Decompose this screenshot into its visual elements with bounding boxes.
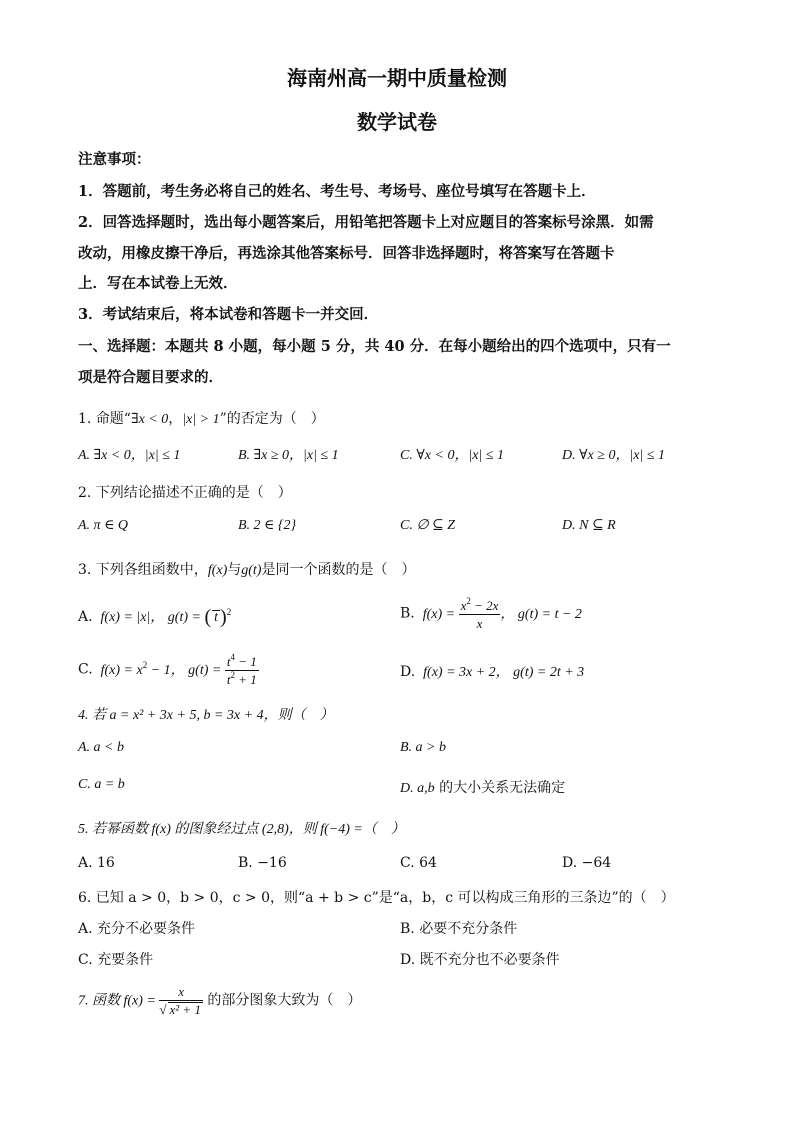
question-4-option-d-text: 的大小关系无法确定 — [434, 780, 566, 796]
question-1-option-a: A. ∃x < 0，|x| ≤ 1 — [78, 448, 181, 463]
question-1-stem: 1. 命题“∃x < 0，|x| > 1”的否定为（ ） — [78, 411, 325, 427]
option-label: A. — [78, 609, 93, 625]
question-6-stem: 6. 已知 a > 0，b > 0，c > 0，则“a + b > c”是“a，b，c 可以构成三角形的三条边”的（ ） — [78, 890, 675, 906]
question-2-option-a: A. π ∈ Q — [78, 518, 129, 533]
question-4-stem: 4. 若 a = x² + 3x + 5, b = 3x + 4，则（ ） — [78, 708, 334, 723]
question-2-option-b: B. 2 ∈ {2} — [238, 518, 297, 533]
option-label: B. — [400, 605, 415, 622]
exam-title: 海南州高一期中质量检测 — [287, 66, 507, 90]
question-7-numerator: x — [159, 984, 203, 1001]
option-label: C. — [78, 661, 93, 678]
exam-subtitle: 数学试卷 — [357, 110, 437, 134]
question-3-option-c: C. $f(x) = x^2 - 1$， g(t) = $\frac{t^4 - 1}{t^2 + 1}$ — [78, 652, 257, 687]
question-4-option-d — [400, 777, 565, 797]
question-7-stem: 7. 函数 f(x) = $\frac{x}{\text{√ x² + 1}}$ 的部分图象大致为（ ） — [78, 984, 362, 1017]
notice-item-1: 1．答题前，考生务必将自己的姓名、考生号、考场号、座位号填写在答题卡上． — [78, 183, 596, 200]
question-3-prefix: 3. 下列各组函数中， — [78, 562, 208, 578]
question-3-mid: 与 — [227, 562, 242, 578]
section-1-heading-line-1: 一、选择题：本题共 8 小题，每小题 5 分，共 40 分．在每小题给出的四个选项中，只有一 — [78, 338, 671, 355]
question-1-prefix: 1. 命题“ — [78, 411, 131, 427]
question-3-option-b: B. f(x) = $\frac{x^2 - 2x}{x}$ ， g(t) = t − 2 — [400, 596, 582, 631]
question-6-option-c: C. 充要条件 — [78, 952, 154, 968]
question-1-expr-b: |x| > 1 — [182, 412, 220, 427]
question-4-option-b: B. a > b — [400, 740, 446, 755]
question-5-stem: 5. 若幂函数 f(x) 的图象经过点 (2,8)，则 f(−4) =（ ） — [78, 822, 405, 837]
question-5-option-d: D. −64 — [562, 855, 612, 871]
notice-item-3: 3．考试结束后，将本试卷和答题卡一并交回． — [78, 306, 379, 323]
question-3-suffix: 是同一个函数的是（ ） — [261, 562, 416, 578]
question-5-option-c: C. 64 — [400, 855, 437, 871]
question-1-option-d: D. ∀x ≥ 0，|x| ≤ 1 — [562, 448, 666, 463]
question-2-option-d: D. N ⊆ R — [562, 518, 616, 533]
question-1-expr-a: ∃x < 0 — [130, 412, 169, 427]
question-3-option-d: D. f(x) = 3x + 2， g(t) = 2t + 3 — [400, 664, 585, 680]
question-5-option-b: B. −16 — [238, 855, 287, 871]
option-label: D. — [400, 664, 416, 680]
question-6-option-b: B. 必要不充分条件 — [400, 921, 518, 937]
question-2-stem: 2. 下列结论描述不正确的是（ ） — [78, 485, 292, 501]
question-3-stem — [78, 559, 415, 579]
question-1-suffix: ”的否定为（ ） — [219, 411, 325, 427]
question-7-prefix: 7. 函数 f(x) = — [78, 993, 160, 1009]
notice-item-2-line-2: 改动，用橡皮擦干净后，再选涂其他答案标号．回答非选择题时，将答案写在答题卡 — [78, 245, 615, 262]
notice-item-2-line-1: 2．回答选择题时，选出每小题答案后，用铅笔把答题卡上对应题目的答案标号涂黑．如需 — [78, 214, 654, 231]
question-1-option-b: B. ∃x ≥ 0，|x| ≤ 1 — [238, 448, 339, 463]
question-3-option-a: A. f(x) = |x|， g(t) = ( t )$^2$ — [78, 606, 232, 628]
question-3-g: g(t) — [241, 563, 262, 578]
question-5-option-a: A. 16 — [78, 855, 115, 871]
question-3-f: f(x) — [207, 563, 228, 578]
question-2-option-c: C. ∅ ⊆ Z — [400, 518, 456, 533]
notice-item-2-line-3: 上．写在本试卷上无效． — [78, 275, 238, 292]
question-7-suffix: 的部分图象大致为（ ） — [202, 992, 362, 1009]
question-1-option-c: C. ∀x < 0，|x| ≤ 1 — [400, 448, 505, 463]
question-4-option-c: C. a = b — [78, 777, 125, 792]
question-7-denominator: x² + 1 — [169, 1002, 201, 1017]
question-4-option-d-vars: D. a,b — [400, 781, 435, 796]
question-6-option-d: D. 既不充分也不必要条件 — [400, 952, 560, 968]
question-4-option-a: A. a < b — [78, 740, 124, 755]
question-6-option-a: A. 充分不必要条件 — [78, 921, 196, 937]
section-1-heading-line-2: 项是符合题目要求的． — [78, 369, 223, 386]
notice-heading: 注意事项： — [78, 151, 151, 168]
